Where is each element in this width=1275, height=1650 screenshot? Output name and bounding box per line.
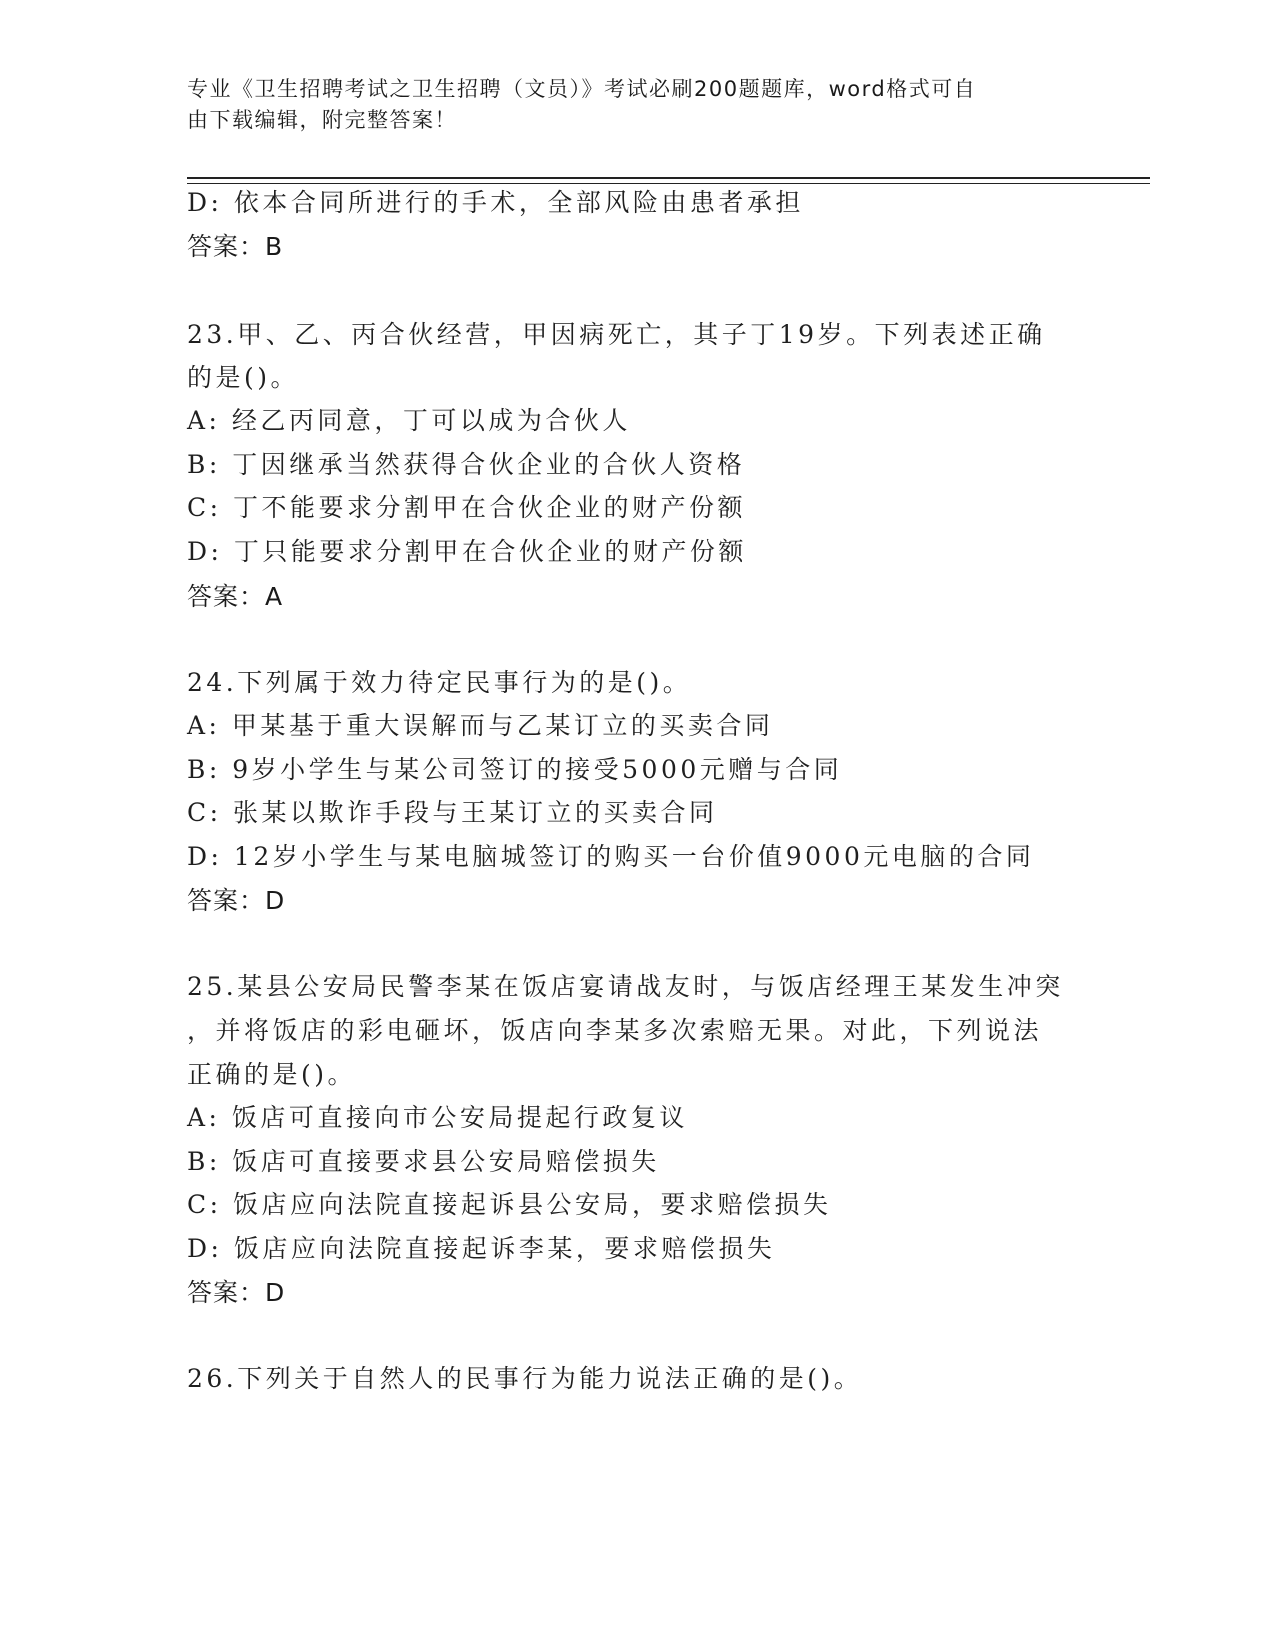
question-23-answer: 答案：A [187, 582, 284, 611]
question-24-answer: 答案：D [187, 886, 286, 915]
question-24-option-d: D: 12岁小学生与某电脑城签订的购买一台价值9000元电脑的合同 [187, 842, 1035, 871]
question-23-option-d: D: 丁只能要求分割甲在合伙企业的财产份额 [187, 537, 747, 566]
question-24-option-c: C: 张某以欺诈手段与王某订立的买卖合同 [187, 798, 718, 827]
question-25-option-a: A: 饭店可直接向市公安局提起行政复议 [187, 1103, 688, 1132]
header-line-2: 由下载编辑，附完整答案！ [187, 108, 457, 132]
question-23-option-b: B: 丁因继承当然获得合伙企业的合伙人资格 [187, 450, 746, 479]
question-25-option-c: C: 饭店应向法院直接起诉县公安局，要求赔偿损失 [187, 1190, 832, 1219]
question-25-stem-line-1: 25.某县公安局民警李某在饭店宴请战友时，与饭店经理王某发生冲突 [187, 972, 1064, 1001]
document-header [187, 74, 1087, 136]
question-25-option-b: B: 饭店可直接要求县公安局赔偿损失 [187, 1147, 660, 1176]
question-24-option-a: A: 甲某基于重大误解而与乙某订立的买卖合同 [187, 711, 774, 740]
question-24-option-b: B: 9岁小学生与某公司签订的接受5000元赠与合同 [187, 755, 843, 784]
question-23-stem-line-1: 23.甲、乙、丙合伙经营，甲因病死亡，其子丁19岁。下列表述正确 [187, 320, 1046, 349]
question-25-stem-line-2: ，并将饭店的彩电砸坏，饭店向李某多次索赔无果。对此，下列说法 [187, 1016, 1043, 1045]
prev-answer: 答案：B [187, 232, 284, 261]
question-25-stem-line-3: 正确的是()。 [187, 1060, 357, 1089]
question-23-stem-line-2: 的是()。 [187, 363, 300, 392]
header-line-1: 专业《卫生招聘考试之卫生招聘（文员）》考试必刷200题题库，word格式可自 [187, 77, 977, 101]
question-23-option-a: A: 经乙丙同意，丁可以成为合伙人 [187, 406, 631, 435]
question-25-option-d: D: 饭店应向法院直接起诉李某，要求赔偿损失 [187, 1234, 776, 1263]
prev-option-d: D: 依本合同所进行的手术，全部风险由患者承担 [187, 188, 804, 217]
header-rule-thick [187, 177, 1150, 179]
question-23-option-c: C: 丁不能要求分割甲在合伙企业的财产份额 [187, 493, 746, 522]
question-26-stem-line-1: 26.下列关于自然人的民事行为能力说法正确的是()。 [187, 1364, 863, 1393]
question-25-answer: 答案：D [187, 1278, 286, 1307]
header-rule-thin [187, 183, 1150, 184]
question-24-stem-line-1: 24.下列属于效力待定民事行为的是()。 [187, 668, 692, 697]
